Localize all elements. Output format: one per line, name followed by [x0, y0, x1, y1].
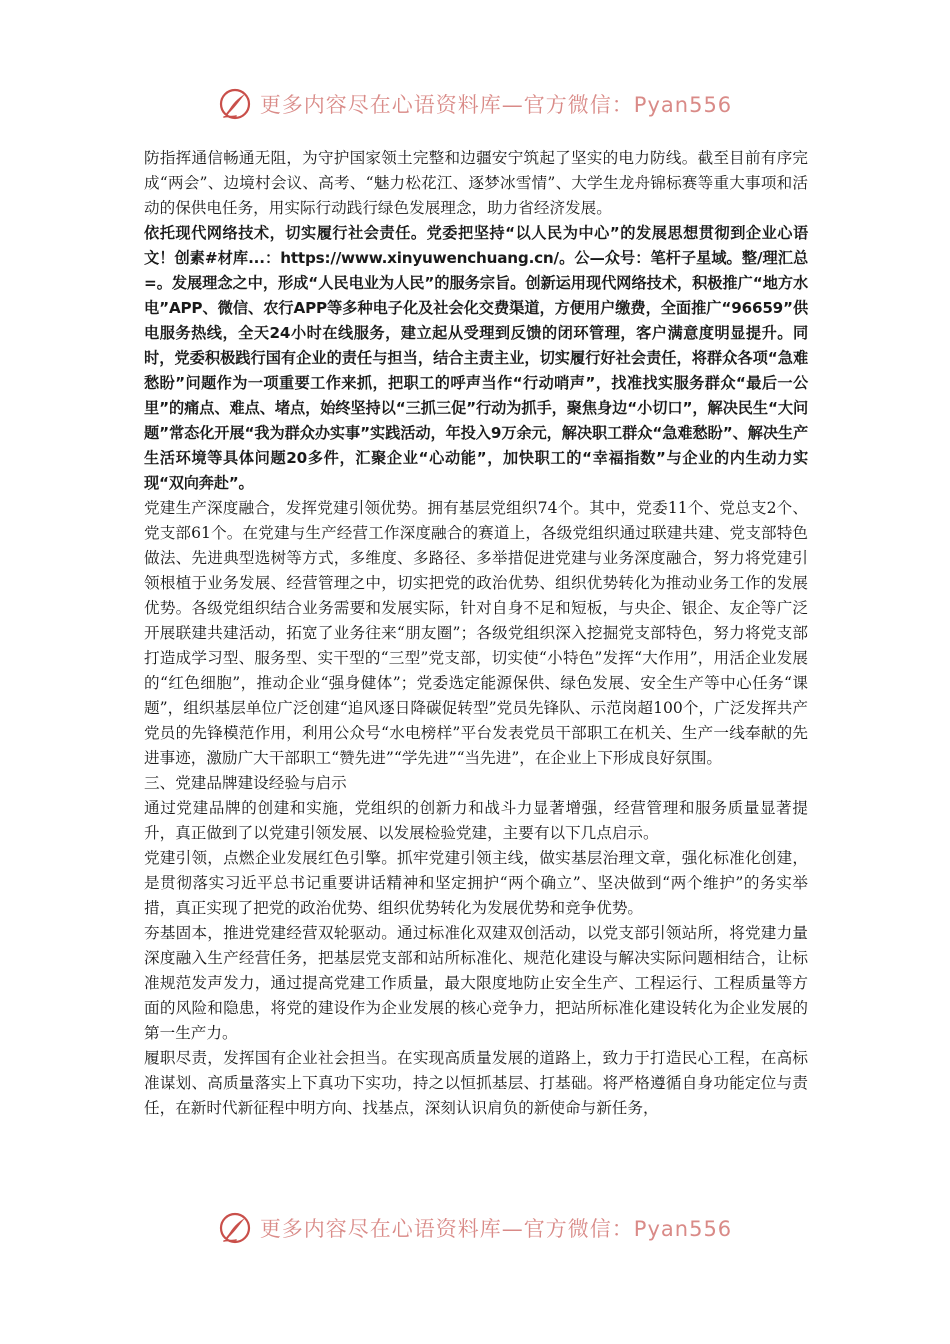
paragraph-party-leadership: 党建引领，点燃企业发展红色引擎。抓牢党建引领主线，做实基层治理文章，强化标准化创建，是贯彻落实习近平总书记重要讲话精神和坚定拥护“两个确立”、坚决做到“两个维护”的务实举措，真正实现了把党的政治优势、组织优势转化为发展优势和竞争优势。 [144, 849, 808, 917]
footer-banner-text: 更多内容尽在心语资料库—官方微信：Pyan556 [259, 1217, 733, 1241]
paragraph-power-protection: 防指挥通信畅通无阻，为守护国家领土完整和边疆安宁筑起了坚实的电力防线。截至目前有序完成“两会”、边境村会议、高考、“魅力松花江、逐梦冰雪情”、大学生龙舟锦标赛等重大事项和活动的保供电任务，用实际行动践行绿色发展理念，助力省经济发展。 [144, 149, 808, 217]
paragraph-social-responsibility: 依托现代网络技术，切实履行社会责任。党委把坚持“以人民为中心”的发展思想贯彻到企业心语文！创素#材库...：https://www.xinyuwenchuang.cn/。公—众号：笔杆子星域。整/理汇总=。发展理念之中，形成“人民电业为人民”的服务宗旨。创新运用现代网络技术，积极推广“地方水电”APP、微信、农行APP等多种电子化及社会化交费渠道，方便用户缴费，全面推广“96659”供电服务热线，全天24小时在线服务，建立起从受理到反馈的闭环管理，客户满意度明显提升。同时，党委积极践行国有企业的责任与担当，结合主责主业，切实履行好社会责任，将群众各项“急难愁盼”问题作为一项重要工作来抓，把职工的呼声当作“行动哨声”，找准找实服务群众“最后一公里”的痛点、难点、堵点，始终坚持以“三抓三促”行动为抓手，聚焦身边“小切口”，解决民生“大问题”常态化开展“我为群众办实事”实践活动，年投入9万余元，解决职工群众“急难愁盼”、解决生产生活环境等具体问题20多件，汇聚企业“心动能”，加快职工的“幸福指数”与企业的内生动力实现“双向奔赴”。 [144, 224, 808, 492]
quill-logo-icon [218, 87, 252, 121]
paragraph-party-production: 党建生产深度融合，发挥党建引领优势。拥有基层党组织74个。其中，党委11个、党总支2个、党支部61个。在党建与生产经营工作深度融合的赛道上，各级党组织通过联建共建、党支部特色做法、先进典型选树等方式，多维度、多路径、多举措促进党建与业务深度融合，努力将党建引领根植于业务发展、经营管理之中，切实把党的政治优势、组织优势转化为推动业务工作的发展优势。各级党组织结合业务需要和发展实际，针对自身不足和短板，与央企、银企、友企等广泛开展联建共建活动，拓宽了业务往来“朋友圈”；各级党组织深入挖掘党支部特色，努力将党支部打造成学习型、服务型、实干型的“三型”党支部，切实使“小特色”发挥“大作用”，用活企业发展的“红色细胞”，推动企业“强身健体”；党委选定能源保供、绿色发展、安全生产等中心任务“课题”，组织基层单位广泛创建“追风逐日降碳促转型”党员先锋队、示范岗超100个，广泛发挥共产党员的先锋模范作用，利用公众号“水电榜样”平台发表党员干部职工在机关、生产一线奉献的先进事迹，激励广大干部职工“赞先进”“学先进”“当先进”，在企业上下形成良好氛围。 [144, 499, 808, 767]
paragraph-brand-intro: 通过党建品牌的创建和实施，党组织的创新力和战斗力显著增强，经营管理和服务质量显著提升，真正做到了以党建引领发展、以发展检验党建，主要有以下几点启示。 [144, 799, 808, 842]
footer-banner [0, 1208, 950, 1248]
section-heading: 三、党建品牌建设经验与启示 [144, 774, 347, 792]
paragraph-foundation: 夯基固本，推进党建经营双轮驱动。通过标准化双建双创活动，以党支部引领站所，将党建力量深度融入生产经营任务，把基层党支部和站所标准化、规范化建设与解决实际问题相结合，让标准规范发声发力，通过提高党建工作质量，最大限度地防止安全生产、工程运行、工程质量等方面的风险和隐患，将党的建设作为企业发展的核心竞争力，把站所标准化建设转化为企业发展的第一生产力。 [144, 924, 808, 1042]
header-banner [0, 84, 950, 124]
paragraph-duty: 履职尽责，发挥国有企业社会担当。在实现高质量发展的道路上，致力于打造民心工程，在高标准谋划、高质量落实上下真功下实功，持之以恒抓基层、打基础。将严格遵循自身功能定位与责任，在新时代新征程中明方向、找基点，深刻认识肩负的新使命与新任务， [144, 1049, 808, 1117]
header-banner-text: 更多内容尽在心语资料库—官方微信：Pyan556 [259, 93, 733, 117]
quill-logo-icon [218, 1211, 252, 1245]
document-body [144, 146, 808, 1121]
